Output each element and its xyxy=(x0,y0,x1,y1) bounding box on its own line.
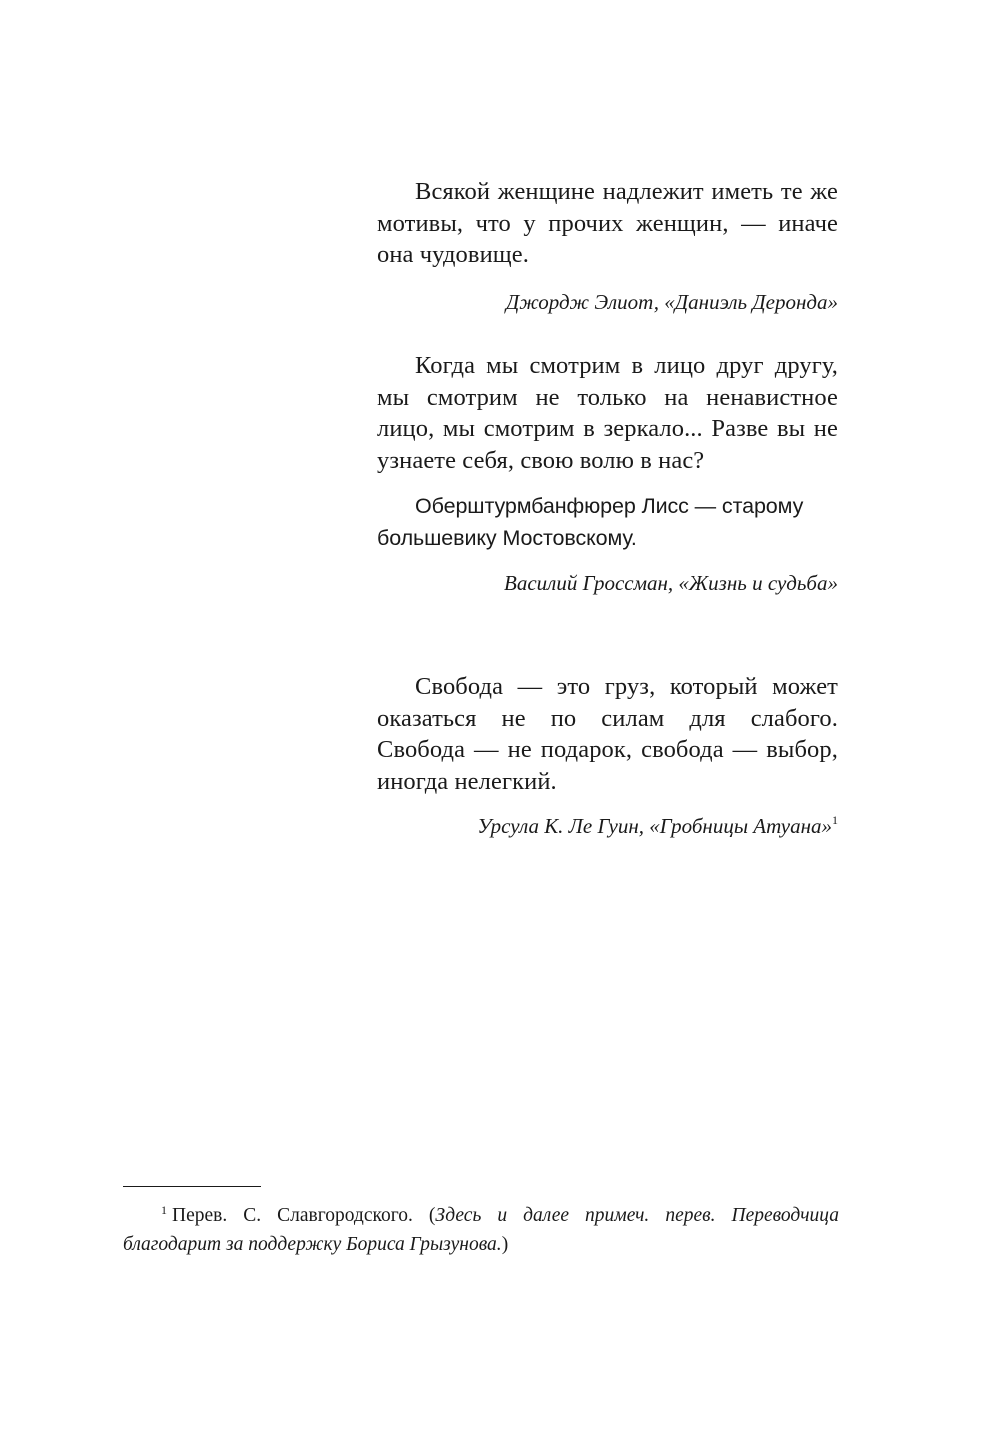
epigraph-attribution: Василий Гроссман, «Жизнь и судьба» xyxy=(504,571,838,596)
footnote-text: Перев. С. Славгородского. ( xyxy=(172,1205,436,1226)
epigraph-attribution: Джордж Элиот, «Даниэль Деронда» xyxy=(505,289,838,314)
epigraph-eliot xyxy=(377,176,838,316)
footnote-reference[interactable]: 1 xyxy=(832,813,838,828)
footnote xyxy=(123,1201,839,1259)
attribution-text: Урсула К. Ле Гуин, «Гробницы Атуана» xyxy=(477,814,832,839)
epigraph-attribution xyxy=(377,812,838,840)
epigraph-le-guin xyxy=(377,671,838,840)
footnote-number: 1 xyxy=(161,1203,167,1217)
epigraph-context: Оберштурмбанфюрер Лисс — старому большевику Мостовскому. xyxy=(377,494,804,550)
epigraph-quote: Всякой женщине надлежит иметь те же мотивы, что у прочих женщин, — иначе она чудовище. xyxy=(377,178,838,269)
footnote-closing: ) xyxy=(501,1234,509,1255)
epigraph-quote: Свобода — это груз, который может оказаться не по силам для слабого. Свобода — не подарок, свобода — выбор, иногда нелегкий. xyxy=(377,673,838,795)
epigraph-quote: Когда мы смотрим в лицо друг другу, мы смотрим не только на ненавистное лицо, мы смотрим в зеркало... Разве вы не узнаете себя, свою волю в нас? xyxy=(377,352,838,474)
epigraph-grossman xyxy=(377,350,838,597)
footnote-divider xyxy=(123,1186,261,1187)
footnote-note: Здесь и далее примеч. перев. Переводчица благодарит за поддержку Бориса Грызунова. xyxy=(123,1205,839,1255)
